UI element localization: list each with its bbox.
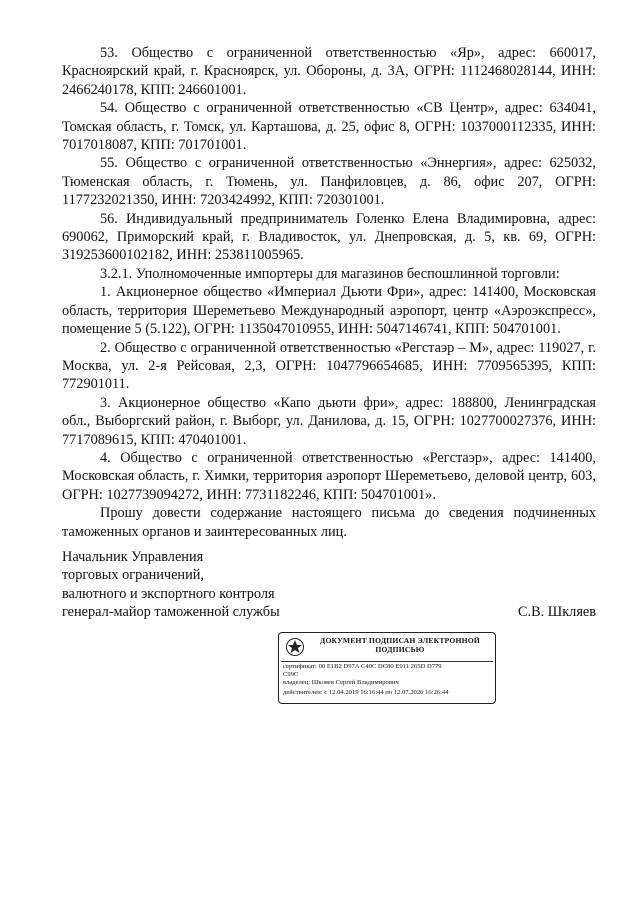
list-item: 4. Общество с ограниченной ответственностью «Регстаэр», адрес: 141400, Московская область, г. Химки, территория аэропорт Шереметьево, деловой центр, 603, ОГРН: 1027739094272, ИНН: 7731182246, КПП: 504701001».	[62, 449, 596, 503]
list-item: 55. Общество с ограниченной ответственностью «Эннергия», адрес: 625032, Тюменская область, г. Тюмень, ул. Панфиловцев, д. 86, офис 207, ОГРН: 1177232021350, ИНН: 7203424992, КПП: 720301001.	[62, 155, 596, 209]
stamp-owner: владелец: Шкляев Сергей Владимирович	[283, 679, 399, 686]
closing-request: Прошу довести содержание настоящего письма до сведения подчиненных таможенных органов и заинтересованных лиц.	[62, 505, 596, 540]
emblem-icon	[285, 637, 305, 657]
stamp-certificate: сертификат: 00 E1B2 D97A C40C DC80 E911 265D D779	[283, 663, 442, 670]
list-item: 2. Общество с ограниченной ответственностью «Регстаэр – М», адрес: 119027, г. Москва, ул. 2-я Рейсовая, 2,3, ОГРН: 1047796654685, ИНН: 7709565395, КПП: 772901011.	[62, 339, 596, 393]
signer-title-line: Начальник Управления	[62, 549, 204, 565]
stamp-certificate-cont: C99C	[283, 671, 299, 678]
list-item: 56. Индивидуальный предприниматель Голенко Елена Владимировна, адрес: 690062, Приморский край, г. Владивосток, ул. Днепровская, д. 5, кв. 69, ОГРН: 319253600102182, ИНН: 253811005965.	[62, 210, 596, 264]
section-heading: 3.2.1. Уполномоченные импортеры для магазинов беспошлинной торговли:	[100, 265, 560, 282]
stamp-validity: действителен: с 12.04.2019 16:16:44 по 12.07.2020 16:26:44	[283, 689, 449, 696]
signer-title-line: торговых ограничений,	[62, 567, 204, 584]
list-item: 3. Акционерное общество «Капо дьюти фри», адрес: 188800, Ленинградская обл., Выборгский район, г. Выборг, ул. Данилова, д. 15, ОГРН: 1027700027376, ИНН: 7717089615, КПП: 470401001.	[62, 394, 596, 448]
list-item: 1. Акционерное общество «Империал Дьюти Фри», адрес: 141400, Московская область, территория Шереметьево Международный аэропорт, центр «Аэроэкспресс», помещение 5 (5.122), ОГРН: 1135047010955, ИНН: 5047146741, КПП: 504701001.	[62, 284, 596, 338]
electronic-signature-stamp	[278, 632, 496, 704]
signer-title-line: генерал-майор таможенной службы	[62, 604, 280, 621]
signer-title-line: валютного и экспортного контроля	[62, 585, 275, 602]
signer-name: С.В. Шкляев	[518, 604, 596, 621]
signature-block	[62, 548, 596, 622]
stamp-divider	[281, 661, 493, 662]
list-item: 53. Общество с ограниченной ответственностью «Яр», адрес: 660017, Красноярский край, г. Красноярск, ул. Обороны, д. 3А, ОГРН: 1112468028144, ИНН: 2466240178, КПП: 246601001.	[62, 45, 596, 98]
stamp-title: ДОКУМЕНТ ПОДПИСАН ЭЛЕКТРОННОЙ ПОДПИСЬЮ	[320, 636, 480, 654]
signer-position	[62, 548, 596, 622]
letter-body	[62, 44, 596, 541]
list-item: 54. Общество с ограниченной ответственностью «СВ Центр», адрес: 634041, Томская область, г. Томск, ул. Карташова, д. 25, офис 8, ОГРН: 1037000112335, ИНН: 7017018087, КПП: 701701001.	[62, 100, 596, 154]
